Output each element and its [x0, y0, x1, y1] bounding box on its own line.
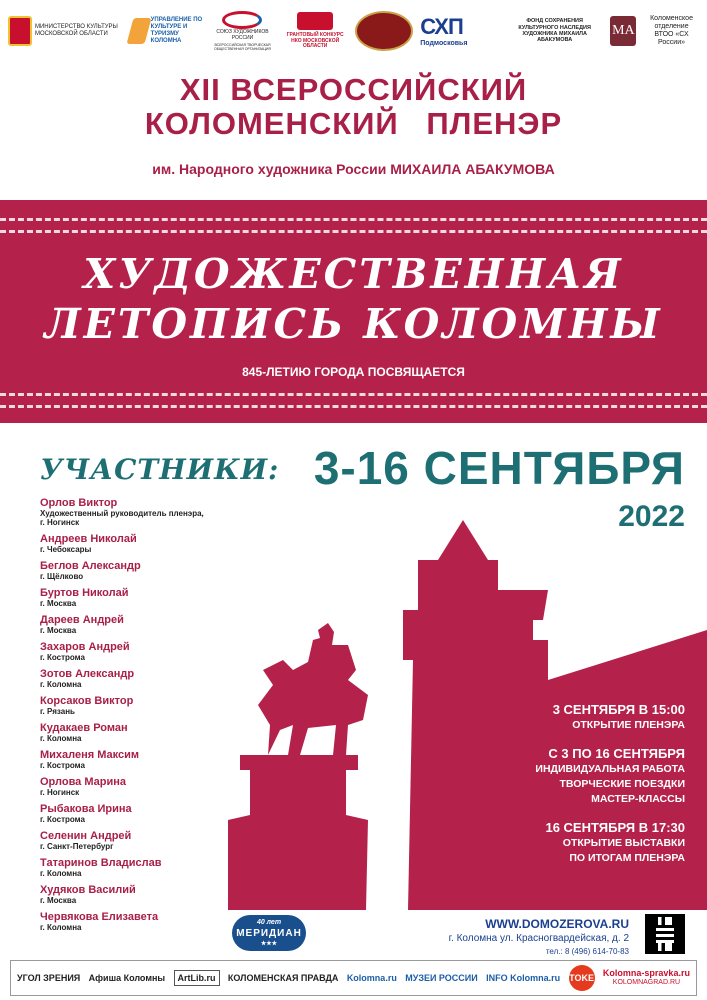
website-link[interactable]: WWW.DOMOZEROVA.RU — [485, 917, 629, 931]
meridian-name: МЕРИДИАН — [236, 928, 302, 939]
partner-logo-text: МУЗЕИ РОССИИ — [405, 973, 478, 983]
participant-name: Татаринов Владислав — [40, 857, 162, 869]
stitch-divider — [0, 405, 707, 408]
participant-item — [40, 830, 260, 857]
participant-name: Орлова Марина — [40, 776, 127, 788]
partner-logo[interactable] — [174, 970, 220, 986]
ministry-culture-logo: МИНИСТЕРСТВО КУЛЬТУРЫ МОСКОВСКОЙ ОБЛАСТИ — [8, 16, 124, 46]
participant-item — [40, 668, 260, 695]
program-event-heading: 16 СЕНТЯБРЯ В 17:30 — [545, 820, 685, 835]
event-dates: 3-16 СЕНТЯБРЯ — [313, 442, 685, 494]
contact-block — [449, 917, 629, 958]
partner-logo-text: Афиша Коломны — [88, 973, 166, 983]
participant-item — [40, 749, 260, 776]
meridian-years: 40 лет — [256, 919, 282, 926]
artists-union-logo: СОЮЗ ХУДОЖНИКОВ РОССИИ ВСЕРОССИЙСКАЯ ТВОРЧЕСКАЯ ОБЩЕСТВЕННАЯ ОРГАНИЗАЦИЯ — [208, 11, 277, 51]
event-year: 2022 — [618, 500, 685, 533]
participant-city: г. Щёлково — [40, 572, 84, 581]
participant-item — [40, 614, 260, 641]
program-event-line: ОТКРЫТИЕ ВЫСТАВКИ — [562, 837, 685, 849]
participant-item — [40, 560, 260, 587]
theme-band — [0, 200, 707, 423]
culture-tourism-office-logo: УПРАВЛЕНИЕ ПО КУЛЬТУРЕ И ТУРИЗМУ КОЛОМНА — [130, 17, 203, 45]
partner-logo-text: КОЛОМЕНСКАЯ ПРАВДА — [227, 973, 339, 983]
vtoo-kolomna-logo: Коломенское отделение ВТОО «СХ России» — [650, 14, 693, 47]
participant-name: Орлов Виктор — [40, 497, 118, 509]
stitch-divider — [0, 393, 707, 396]
domozerova-logo — [353, 11, 414, 51]
participant-item — [40, 695, 260, 722]
partner-logo-text: Kolomna-spravka.ru — [602, 968, 690, 978]
partner-logo[interactable] — [347, 973, 397, 983]
program-event-line: ТВОРЧЕСКИЕ ПОЕЗДКИ — [559, 778, 685, 790]
shp-podmoskovya-logo: СХП Подмосковья — [420, 14, 468, 47]
participant-city: г. Коломна — [40, 680, 82, 689]
participant-item — [40, 533, 260, 560]
abakumov-fund-logo: ФОНД СОХРАНЕНИЯ КУЛЬТУРНОГО НАСЛЕДИЯ ХУДОЖНИКА МИХАИЛА АБАКУМОВА — [518, 18, 591, 44]
participant-name: Кудакаев Роман — [40, 722, 128, 734]
program-event — [445, 746, 685, 807]
sponsor-logo-strip — [0, 0, 707, 62]
ma-monogram-icon: MA — [610, 16, 636, 46]
event-subtitle — [0, 161, 707, 177]
program-event-line: ПО ИТОГАМ ПЛЕНЭРА — [569, 852, 685, 864]
participant-item — [40, 587, 260, 614]
participant-name: Корсаков Виктор — [40, 695, 134, 707]
participant-city: г. Чебоксары — [40, 545, 92, 554]
participant-city: г. Кострома — [40, 761, 85, 770]
participant-city: г. Санкт-Петербург — [40, 842, 114, 851]
ma-monogram-logo — [609, 16, 638, 46]
theme-title-line-2: ЛЕТОПИСЬ КОЛОМНЫ — [44, 300, 663, 348]
subtitle-name: МИХАИЛА АБАКУМОВА — [390, 161, 555, 177]
event-program — [445, 702, 685, 879]
address: г. Коломна ул. Красногвардейская, д. 2 — [448, 933, 629, 944]
meridian-logo — [232, 915, 306, 951]
partner-logo[interactable] — [603, 968, 690, 988]
partner-logo[interactable] — [89, 973, 165, 983]
participant-city: г. Кострома — [40, 653, 85, 662]
participant-item — [40, 641, 260, 668]
event-title-line-2: КОЛОМЕНСКИЙ ПЛЕНЭР — [144, 106, 563, 141]
program-event-heading: С 3 ПО 16 СЕНТЯБРЯ — [548, 746, 685, 761]
participant-name: Захаров Андрей — [40, 641, 130, 653]
participant-city: г. Москва — [40, 599, 77, 608]
participant-item — [40, 884, 260, 911]
qr-code-icon[interactable] — [645, 914, 685, 954]
program-event — [445, 820, 685, 866]
anniversary-note: 845-ЛЕТИЮ ГОРОДА ПОСВЯЩАЕТСЯ — [242, 365, 465, 379]
participant-name: Рыбакова Ирина — [40, 803, 132, 815]
partner-logo-text: УГОЛ ЗРЕНИЯ — [17, 973, 81, 983]
partner-logo[interactable] — [405, 973, 478, 983]
meridian-stars-icon: ★★★ — [260, 941, 278, 947]
participant-city: г. Рязань — [40, 707, 75, 716]
participant-city: г. Москва — [40, 626, 77, 635]
phone-number: тел.: 8 (496) 614-70-83 — [545, 947, 629, 956]
participants-heading: УЧАСТНИКИ: — [40, 453, 280, 486]
participant-name: Михаленя Максим — [40, 749, 140, 761]
participant-name: Дареев Андрей — [40, 614, 124, 626]
partner-logo-text: TOKE — [569, 973, 594, 983]
partner-logo[interactable] — [486, 973, 560, 983]
participant-name: Беглов Александр — [40, 560, 141, 572]
stitch-divider — [0, 230, 707, 233]
partner-logo-subtext: KOLOMNAGRAD.RU — [612, 979, 681, 986]
media-partners-strip — [10, 960, 697, 996]
participant-role: Художественный руководитель пленэра, — [40, 509, 204, 518]
program-event — [445, 702, 685, 733]
participant-city: г. Кострома — [40, 815, 85, 824]
participant-city: г. Ногинск — [40, 788, 80, 797]
participant-name: Червякова Елизавета — [40, 911, 159, 923]
grant-contest-logo: ГРАНТОВЫЙ КОНКУРС НКО МОСКОВСКОЙ ОБЛАСТИ — [283, 12, 348, 50]
participants-list — [40, 497, 260, 938]
program-event-line: ИНДИВИДУАЛЬНАЯ РАБОТА — [535, 763, 685, 775]
partner-logo-text: ArtLib.ru — [177, 973, 216, 983]
participant-city: г. Коломна — [40, 923, 82, 932]
subtitle-prefix: им. Народного художника России — [152, 161, 387, 177]
artists-union-icon — [222, 11, 262, 29]
participant-name: Буртов Николай — [40, 587, 129, 599]
participant-city: г. Ногинск — [40, 518, 80, 527]
participant-name: Зотов Александр — [40, 668, 135, 680]
participant-city: г. Коломна — [40, 869, 82, 878]
program-event-line: ОТКРЫТИЕ ПЛЕНЭРА — [572, 719, 685, 731]
partner-logo-text: Kolomna.ru — [346, 973, 397, 983]
participant-item — [40, 803, 260, 830]
grant-contest-icon — [297, 12, 333, 30]
program-event-line: МАСТЕР-КЛАССЫ — [591, 793, 685, 805]
participant-name: Худяков Василий — [40, 884, 136, 896]
stitch-divider — [0, 218, 707, 221]
program-event-heading: 3 СЕНТЯБРЯ В 15:00 — [552, 702, 685, 717]
partner-logo-text: INFO Kolomna.ru — [486, 973, 561, 983]
theme-title-line-1: ХУДОЖЕСТВЕННАЯ — [83, 250, 624, 298]
moscow-region-coat-of-arms-icon — [8, 16, 32, 46]
participant-item — [40, 722, 260, 749]
participant-item — [40, 497, 260, 533]
culture-office-icon — [126, 18, 151, 44]
participant-item — [40, 911, 260, 938]
participant-name: Селенин Андрей — [40, 830, 132, 842]
partner-logo[interactable] — [569, 965, 595, 991]
participant-item — [40, 776, 260, 803]
partner-logo[interactable] — [17, 973, 80, 983]
participant-city: г. Москва — [40, 896, 77, 905]
partner-logo[interactable] — [228, 973, 339, 983]
participant-city: г. Коломна — [40, 734, 82, 743]
participant-name: Андреев Николай — [40, 533, 137, 545]
domozerova-emblem-icon — [355, 11, 413, 51]
event-title-line-1: XII ВСЕРОССИЙСКИЙ — [179, 72, 528, 107]
participant-item — [40, 857, 260, 884]
